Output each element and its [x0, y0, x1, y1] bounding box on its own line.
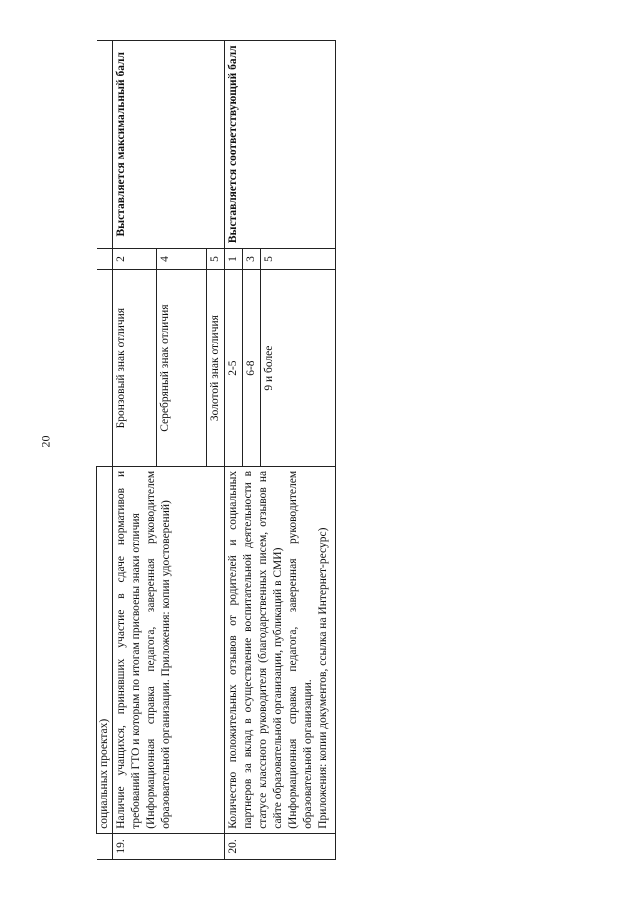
continuation-text: социальных проектах): [97, 466, 113, 833]
table-row-continuation: [97, 41, 113, 860]
row-description: [224, 466, 335, 833]
rotated-table-sheet: [96, 40, 336, 860]
criterion-label: Серебряный знак отличия: [156, 270, 206, 467]
criterion-label: Золотой знак отличия: [206, 270, 224, 467]
description-main: Количество положительных отзывов от родителей и социальных партнеров за вклад в осуществление воспитательной деятельности в статусе классного руководителя (благодарственных писем, отзывов на сайте образовательной организации, публикаций в СМИ): [226, 470, 284, 829]
description-attachments-2: Приложения: копии документов, ссылка на Интернет-ресурс): [316, 527, 329, 829]
table-row-19: [112, 41, 156, 860]
criterion-points: 3: [242, 248, 260, 270]
row-number: 19.: [112, 833, 224, 859]
table-cell-empty: [97, 270, 113, 467]
table-cell-empty: [97, 248, 113, 270]
description-attachments: (Информационная справка педагога, заверенная руководителем образовательной организации.: [286, 470, 314, 829]
criterion-label: 6-8: [242, 270, 260, 467]
criterion-label: 2-5: [224, 270, 242, 467]
criteria-table: [96, 40, 336, 860]
criterion-label: 9 и более: [260, 270, 335, 467]
page-number: 20: [38, 435, 53, 448]
criterion-label: Бронзовый знак отличия: [112, 270, 156, 467]
row-number: 20.: [224, 833, 335, 859]
description-attachments: (Информационная справка педагога, заверенная руководителем образовательной организации. Приложения: копии удостоверений): [144, 470, 172, 829]
criterion-points: 5: [206, 248, 224, 270]
description-main: Наличие учащихся, принявших участие в сдаче нормативов и требований ГТО и которым по итогам присвоены знаки отличия: [114, 470, 142, 829]
criterion-points: 2: [112, 248, 156, 270]
criterion-points: 4: [156, 248, 206, 270]
criterion-points: 1: [224, 248, 242, 270]
table-cell-empty: [97, 833, 113, 859]
table-cell-empty: [97, 41, 113, 249]
row-description: [112, 466, 224, 833]
criterion-points: 5: [260, 248, 335, 270]
scoring-note: Выставляется соответствующий балл: [224, 41, 335, 249]
table-row-20: [224, 41, 242, 860]
scoring-note: Выставляется максимальный балл: [112, 41, 224, 249]
